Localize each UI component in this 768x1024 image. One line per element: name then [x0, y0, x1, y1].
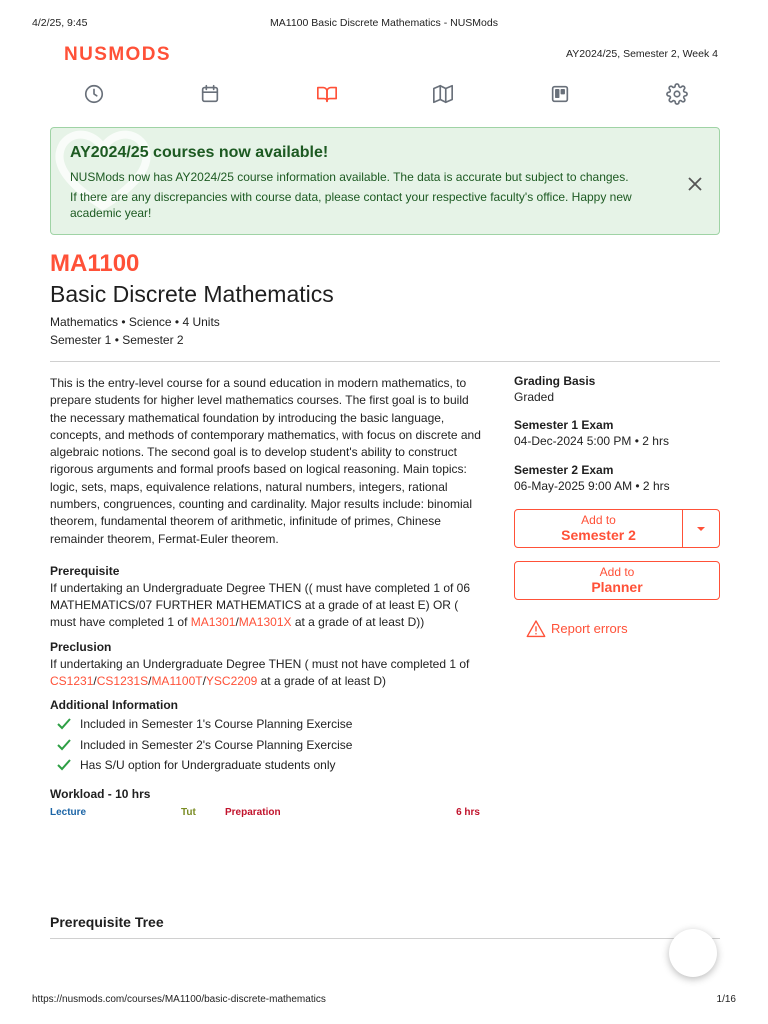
check-icon: [56, 717, 72, 731]
main-nav: [50, 81, 720, 107]
course-description: This is the entry-level course for a sound education in modern mathematics, to prepare students for higher level mathematics courses. The first goal is to build the necessary mathematical foundation by introducing the basic language, concepts, and methods of contemporary mathematics, with focus on discrete and algebraic notions. The second goal is to develop student's ability to construct rigorous arguments and formal proofs based on logical reasoning. Main topics: logic, sets, maps, equivalence relations, natural numbers, integers, rational numbers, congruences, counting and cardinality. Major results include: binomial theorem, fundamental theorem of arithmetic, infinitude of primes, Chinese remainder theorem, Fermat-Euler theorem.: [50, 376, 481, 546]
print-date: 4/2/25, 9:45: [32, 17, 88, 29]
workload-lecture: Lecture: [50, 807, 87, 818]
check-icon: [56, 738, 72, 752]
semester-label: Semester 2: [561, 526, 636, 543]
warning-icon: [526, 619, 546, 638]
semester-dropdown-toggle[interactable]: [683, 510, 719, 547]
info-item-label: Included in Semester 1's Course Planning Exercise: [80, 717, 353, 732]
exam-2-value: 06-May-2025 9:00 AM • 2 hrs: [514, 479, 670, 493]
preclusion-title: Preclusion: [50, 640, 112, 654]
report-errors-label: Report errors: [551, 621, 628, 636]
book-open-icon: [316, 83, 338, 105]
link-separator: /: [148, 674, 152, 688]
report-errors-button[interactable]: [526, 619, 628, 638]
print-footer: [32, 994, 736, 1006]
planner-label: Planner: [591, 578, 643, 595]
floating-action-button[interactable]: [669, 929, 717, 977]
map-icon: [432, 83, 454, 105]
check-icon: [56, 758, 72, 772]
preclusion-text-after: at a grade of at least D): [257, 674, 387, 688]
course-title: Basic Discrete Mathematics: [50, 281, 334, 307]
nav-venues[interactable]: [430, 81, 456, 107]
divider: [50, 938, 720, 939]
add-to-semester-button-group: [514, 509, 720, 548]
nav-courses[interactable]: [314, 81, 340, 107]
trello-board-icon: [549, 83, 571, 105]
close-icon: [687, 176, 703, 192]
info-item-label: Included in Semester 2's Course Planning Exercise: [80, 737, 353, 752]
add-to-semester-button[interactable]: [515, 510, 683, 547]
link-separator: /: [235, 615, 239, 629]
workload-tutorial: Tut: [181, 807, 196, 818]
grading-basis-value: Graded: [514, 390, 555, 404]
grading-basis-label: Grading Basis: [514, 374, 596, 388]
add-to-label: Add to: [599, 564, 635, 579]
prerequisite-tree-title: Prerequisite Tree: [50, 914, 164, 930]
link-separator: /: [202, 674, 206, 688]
add-to-label: Add to: [581, 512, 616, 527]
prerequisite-title: Prerequisite: [50, 564, 120, 578]
nav-planner[interactable]: [547, 81, 573, 107]
nav-settings[interactable]: [664, 81, 690, 107]
clock-icon: [83, 83, 105, 105]
gear-icon: [666, 83, 688, 105]
link-ysc2209[interactable]: YSC2209: [205, 674, 258, 688]
prerequisite-text-after: at a grade of at least D)): [291, 615, 425, 629]
alert-body: [70, 169, 660, 225]
info-item-label: Has S/U option for Undergraduate students only: [80, 758, 336, 773]
link-ma1301x[interactable]: MA1301X: [238, 615, 292, 629]
print-page-number: 1/16: [716, 994, 736, 1005]
semester-info: AY2024/25, Semester 2, Week 4: [566, 48, 718, 60]
nav-calendar[interactable]: [197, 81, 223, 107]
course-meta: Mathematics • Science • 4 Units: [50, 315, 220, 329]
prerequisite-text-before: If undertaking an Undergraduate Degree THEN (( must have completed 1 of 06 MATHEMATICS/07 FURTHER MATHEMATICS at a grade of at least E) OR ( must have completed 1 of: [50, 581, 471, 629]
prerequisite-text: [50, 580, 485, 631]
alert-line-2: If there are any discrepancies with course data, please contact your respective faculty's office. Happy new academic year!: [70, 190, 632, 220]
print-header: [32, 17, 736, 31]
link-ma1301[interactable]: MA1301: [190, 615, 236, 629]
list-item: [56, 755, 486, 776]
workload-breakdown: [50, 807, 482, 821]
list-item: [56, 735, 486, 756]
list-item: [56, 714, 486, 735]
link-ma1100t[interactable]: MA1100T: [151, 674, 203, 688]
add-to-planner-button[interactable]: [514, 561, 720, 600]
link-cs1231s[interactable]: CS1231S: [96, 674, 149, 688]
exam-2-label: Semester 2 Exam: [514, 463, 614, 477]
calendar-icon: [199, 83, 221, 105]
link-separator: /: [93, 674, 97, 688]
preclusion-text-before: If undertaking an Undergraduate Degree THEN ( must not have completed 1 of: [50, 657, 470, 671]
workload-preparation-hours: 6 hrs: [456, 807, 480, 818]
link-cs1231[interactable]: CS1231: [50, 674, 94, 688]
caret-down-icon: [697, 527, 705, 531]
nav-timetable[interactable]: [81, 81, 107, 107]
alert-close-button[interactable]: [687, 176, 703, 192]
announcement-alert: [50, 127, 720, 235]
semester-1-exam: [514, 418, 724, 448]
alert-line-1: NUSMods now has AY2024/25 course information available. The data is accurate but subject to changes.: [70, 170, 629, 184]
nusmods-logo[interactable]: NUSMODS: [64, 44, 171, 65]
preclusion-text: [50, 656, 485, 690]
alert-title: AY2024/25 courses now available!: [70, 144, 329, 161]
additional-info-title: Additional Information: [50, 698, 178, 712]
semester-2-exam: [514, 463, 724, 493]
print-title: MA1100 Basic Discrete Mathematics - NUSMods: [270, 17, 498, 29]
workload-title: Workload - 10 hrs: [50, 787, 151, 801]
course-semesters: Semester 1 • Semester 2: [50, 333, 184, 347]
exam-1-value: 04-Dec-2024 5:00 PM • 2 hrs: [514, 434, 669, 448]
divider: [50, 361, 720, 362]
print-url: https://nusmods.com/courses/MA1100/basic-discrete-mathematics: [32, 994, 326, 1005]
additional-info-list: [56, 714, 486, 776]
course-code: MA1100: [50, 250, 140, 277]
workload-preparation: Preparation: [225, 807, 281, 818]
grading-basis: [514, 374, 724, 404]
exam-1-label: Semester 1 Exam: [514, 418, 614, 432]
